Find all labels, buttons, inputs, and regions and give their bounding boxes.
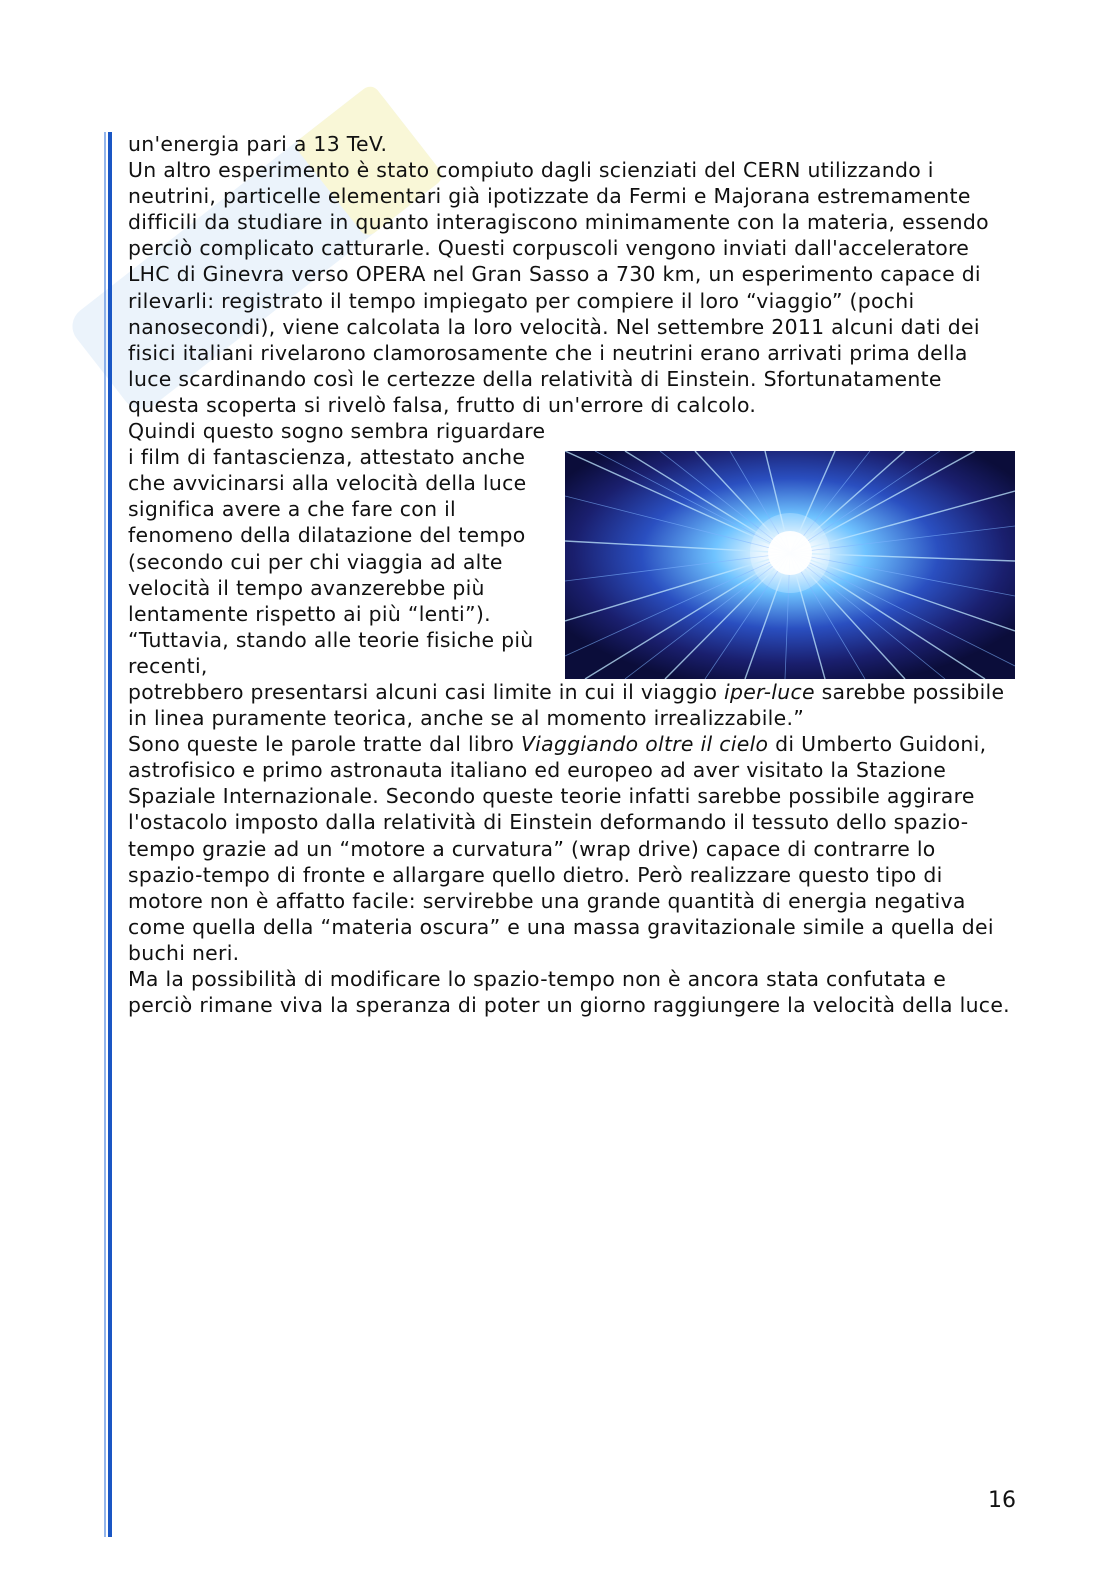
light-speed-illustration: [565, 451, 1015, 679]
left-rule-shadow: [104, 132, 106, 1537]
page-number: 16: [988, 1488, 1016, 1513]
hyperspace-image: [565, 451, 1015, 679]
paragraph-4: [128, 731, 1010, 966]
paragraph-5: Ma la possibilità di modificare lo spazio-tempo non è ancora stata confutata e perciò rimane viva la speranza di poter un giorno raggiungere la velocità della luce.: [128, 967, 1010, 1018]
paragraph-3-wrapped: Quindi questo sogno sembra riguardare i film di fantascienza, attestato anche che avvicinarsi alla velocità della luce significa avere a che fare con il fenomeno della dilatazione del tempo (secondo cui per chi viaggia ad alte velocità il tempo avanzerebbe più lentamente rispetto ai più “lenti”). “Tuttavia, stando alle teorie fisiche più recenti,: [128, 419, 546, 678]
paragraph-1: un'energia pari a 13 TeV.: [128, 132, 388, 156]
paragraph-4-text-a: Sono queste le parole tratte dal libro: [128, 732, 521, 757]
left-margin-rule: [108, 132, 112, 1537]
paragraph-4-text-b: di Umberto Guidoni, astrofisico e primo astronauta italiano ed europeo ad aver visitato la Stazione Spaziale Internazionale. Secondo queste teorie infatti sarebbe possibile aggirare l'ostacolo imposto dalla relatività di Einstein deformando il tessuto dello spazio-tempo grazie ad un “motore a curvatura” (wrap drive) capace di contrarre lo spazio-tempo di fronte e allargare quello dietro. Però realizzare questo tipo di motore non è affatto facile: servirebbe una grande quantità di energia negativa come quella della “materia oscura” e una massa gravitazionale simile a quella dei buchi neri.: [128, 732, 994, 965]
paragraph-3-text-b: sarebbe possibile in linea puramente teorica, anche se al momento irrealizzabile.”: [128, 679, 1005, 731]
paragraph-2: Un altro esperimento è stato compiuto dagli scienziati del CERN utilizzando i neutrini, particelle elementari già ipotizzate da Fermi e Majorana estremamente difficili da studiare in quanto interagiscono minimamente con la materia, essendo perciò complicato catturarle. Questi corpuscoli vengono inviati dall'acceleratore LHC di Ginevra verso OPERA nel Gran Sasso a 730 km, un esperimento capace di rilevarli: registrato il tempo impiegato per compiere il loro “viaggio” (pochi nanosecondi), viene calcolata la loro velocità. Nel settembre 2011 alcuni dati dei fisici italiani rivelarono clamorosamente che i neutrini erano arrivati prima della luce scardinando così le certezze della relatività di Einstein. Sfortunatamente questa scoperta si rivelò falsa, frutto di un'errore di calcolo.: [128, 158, 989, 417]
book-title-italic: Viaggiando oltre il cielo: [520, 732, 769, 757]
paragraph-3-text-a: potrebbero presentarsi alcuni casi limite in cui il viaggio: [128, 679, 724, 704]
paragraph-3-rest: [128, 679, 1010, 731]
italic-iper-luce: iper-luce: [724, 679, 815, 704]
